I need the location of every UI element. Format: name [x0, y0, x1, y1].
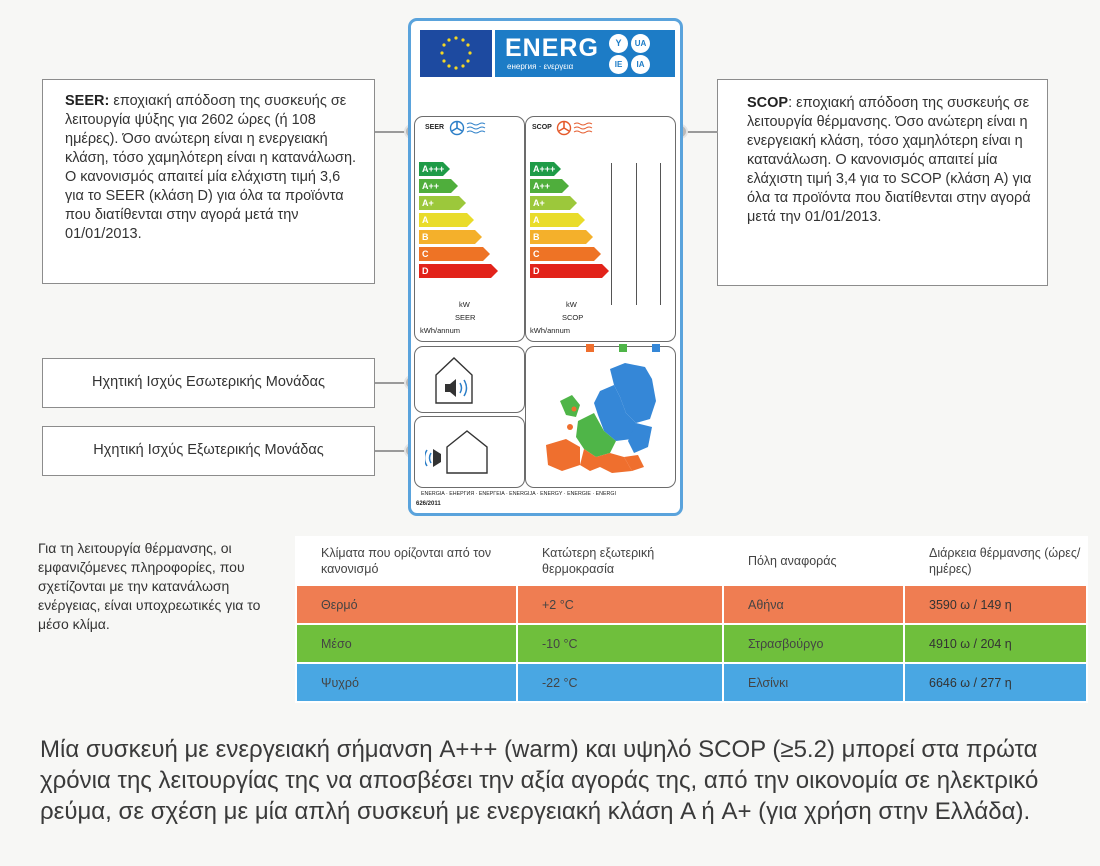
seer-class-label: A: [422, 215, 429, 225]
scop-panel: [525, 116, 676, 342]
seer-note-text: εποχιακή απόδοση της συσκευής σε λειτουργία ψύξης για 2602 ώρες (ή 108 ημέρες). Όσο ανώτερη είναι η ενεργειακή κλάση, τόσο χαμηλότερη είναι η κατανάλωση. Ο κανονισμός απαιτεί μία ελάχιστη τιμή 3,6 για το SEER (κλάση D) για όλα τα προϊόντα που διατίθενται στην αγορά μετά την 01/01/2013.: [65, 93, 357, 242]
cell-city: Στρασβούργο: [723, 624, 904, 663]
table-row: [296, 663, 1087, 702]
scop-column-line-3: [660, 163, 661, 305]
scop-column-line-1: [611, 163, 612, 305]
scop-kw: kW: [566, 300, 577, 309]
scop-note-title: SCOP: [747, 95, 789, 111]
lang-circle-4: IA: [631, 55, 650, 74]
seer-panel: [414, 116, 525, 342]
seer-kw: kW: [459, 300, 470, 309]
energ-subtitle: енергия · ενεργεια: [507, 62, 574, 71]
header-city: Πόλη αναφοράς: [723, 537, 904, 585]
scop-class-label: B: [533, 232, 540, 242]
table-row: [296, 624, 1087, 663]
scop-class-label: D: [533, 266, 540, 276]
eu-flag-icon: [420, 30, 492, 77]
lang-circle-2: UA: [631, 34, 650, 53]
regulation-number: 626/2011: [416, 501, 441, 507]
lang-circle-1: Y: [609, 34, 628, 53]
scop-kwh: kWh/annum: [530, 326, 571, 335]
table-row: [296, 585, 1087, 624]
scop-class-label: A+++: [533, 164, 556, 174]
map-panel: [525, 346, 676, 488]
average-square-icon: [619, 344, 627, 352]
energ-header: [495, 30, 675, 77]
seer-class-label: C: [422, 249, 429, 259]
cell-city: Ελσίνκι: [723, 663, 904, 702]
cooling-fan-icon: [449, 120, 489, 136]
seer-class-label: A++: [422, 181, 440, 191]
outdoor-speaker-icon: [425, 425, 489, 479]
cell-climate: Θερμό: [296, 585, 517, 624]
energy-label: [408, 18, 683, 516]
lang-circle-3: IE: [609, 55, 628, 74]
heating-fan-icon: [556, 120, 596, 136]
cell-temp: -10 °C: [517, 624, 723, 663]
scop-class-label: A: [533, 215, 540, 225]
seer-unit: SEER: [455, 313, 476, 322]
cell-duration: 3590 ω / 149 η: [904, 585, 1087, 624]
seer-class-label: A+++: [422, 164, 445, 174]
scop-note-box: [717, 79, 1048, 286]
seer-heading: SEER: [425, 124, 445, 131]
table-header-row: [296, 537, 1087, 585]
seer-note-title: SEER:: [65, 93, 110, 109]
scop-column-line-2: [636, 163, 637, 305]
climate-table: [295, 536, 1088, 703]
header-temp: Κατώτερη εξωτερική θερμοκρασία: [517, 537, 723, 585]
seer-class-label: B: [422, 232, 429, 242]
outdoor-noise-panel: [414, 416, 525, 488]
seer-class-label: D: [422, 266, 429, 276]
indoor-noise-label: Ηχητική Ισχύς Εσωτερικής Μονάδας: [92, 374, 325, 390]
header-climate: Κλίματα που ορίζονται από τον κανονισμό: [296, 537, 517, 585]
seer-note-box: [42, 79, 375, 284]
scop-class-label: C: [533, 249, 540, 259]
cell-climate: Ψυχρό: [296, 663, 517, 702]
scop-unit: SCOP: [562, 313, 584, 322]
label-footer: ENERGIA · ЕНЕРГИЯ · ΕΝΕΡΓΕΙΑ · ENERGIJA · ENERGY · ENERGIE · ENERGI: [421, 491, 616, 497]
cell-city: Αθήνα: [723, 585, 904, 624]
bottom-paragraph: Μία συσκευή με ενεργειακή σήμανση A+++ (warm) και υψηλό SCOP (≥5.2) μπορεί στα πρώτα χρόνια της λειτουργίας της να αποσβέσει την αξία αγοράς της, από την οικονομία σε ηλεκτρικό ρεύμα, σε σχέση με μία απλή συσκευή με ενεργειακή κλάση A ή A+ (για χρήση στην Ελλάδα).: [40, 736, 1039, 825]
scop-class-label: A++: [533, 181, 551, 191]
outdoor-noise-box: [42, 426, 375, 476]
outdoor-noise-label: Ηχητική Ισχύς Εξωτερικής Μονάδας: [93, 442, 324, 458]
indoor-noise-panel: [414, 346, 525, 413]
scop-class-label: A+: [533, 198, 545, 208]
heating-info-note: Για τη λειτουργία θέρμανσης, οι εμφανιζόμενες πληροφορίες, που σχετίζονται με την κατανάλωση ενέργειας, είναι υποχρεωτικές για το μέσο κλίμα.: [38, 540, 261, 632]
energ-title: ENERG: [505, 34, 599, 62]
seer-class-label: A+: [422, 198, 434, 208]
seer-kwh: kWh/annum: [420, 326, 461, 335]
europe-map-icon: [540, 361, 670, 476]
cell-duration: 4910 ω / 204 η: [904, 624, 1087, 663]
cell-temp: -22 °C: [517, 663, 723, 702]
cell-climate: Μέσο: [296, 624, 517, 663]
scop-heading: SCOP: [532, 124, 552, 131]
indoor-speaker-icon: [433, 353, 475, 405]
cold-square-icon: [652, 344, 660, 352]
cell-temp: +2 °C: [517, 585, 723, 624]
warm-square-icon: [586, 344, 594, 352]
scop-note-text: : εποχιακή απόδοση της συσκευής σε λειτουργία θέρμανσης. Όσο ανώτερη είναι η ενεργειακή κλάση, τόσο χαμηλότερη είναι η κατανάλωση. Ο κανονισμός απαιτεί μία ελάχιστη τιμή 3,4 για το SCOP (κλάση A) για όλα τα προϊόντα που διατίθενται στην αγορά μετά την 01/01/2013.: [747, 95, 1032, 225]
header-duration: Διάρκεια θέρμανσης (ώρες/ημέρες): [904, 537, 1087, 585]
indoor-noise-box: [42, 358, 375, 408]
cell-duration: 6646 ω / 277 η: [904, 663, 1087, 702]
